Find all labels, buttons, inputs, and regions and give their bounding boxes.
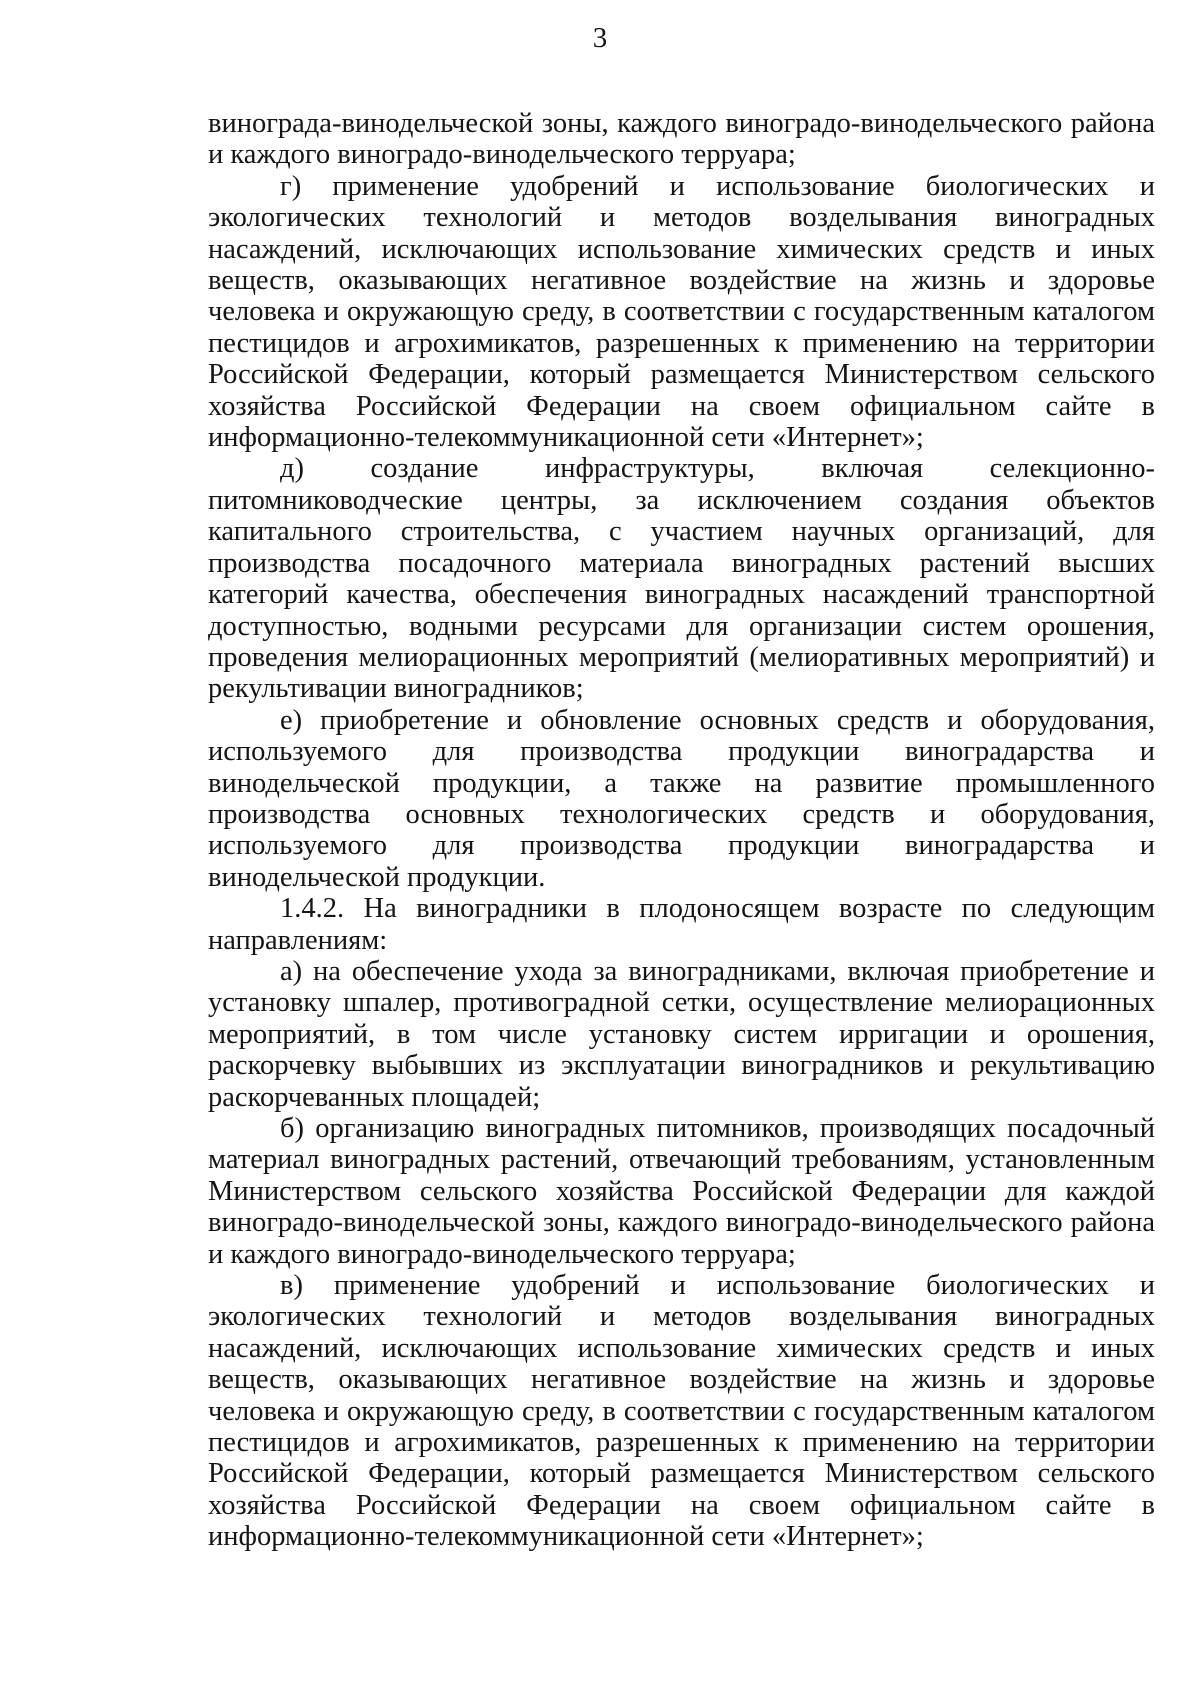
page-number: 3 [592, 22, 608, 54]
paragraph-continuation: винограда-винодельческой зоны, каждого виноградо-винодельческого района и каждого виноградо-винодельческого терруара; [208, 108, 1155, 171]
document-body [208, 108, 1155, 1553]
paragraph-item-d: д) создание инфраструктуры, включая селекционно-питомниководческие центры, за исключением создания объектов капитального строительства, с участием научных организаций, для производства посадочного материала виноградных растений высших категорий качества, обеспечения виноградных насаждений транспортной доступностью, водными ресурсами для организации систем орошения, проведения мелиорационных мероприятий (мелиоративных мероприятий) и рекультивации виноградников; [208, 453, 1155, 705]
paragraph-item-g: г) применение удобрений и использование биологических и экологических технологий и методов возделывания виноградных насаждений, исключающих использование химических средств и иных веществ, оказывающих негативное воздействие на жизнь и здоровье человека и окружающую среду, в соответствии с государственным каталогом пестицидов и агрохимикатов, разрешенных к применению на территории Российской Федерации, который размещается Министерством сельского хозяйства Российской Федерации на своем официальном сайте в информационно-телекоммуникационной сети «Интернет»; [208, 170, 1155, 454]
paragraph-item-a: а) на обеспечение ухода за виноградниками, включая приобретение и установку шпалер, противоградной сетки, осуществление мелиорационных мероприятий, в том числе установку систем ирригации и орошения, раскорчевку выбывших из эксплуатации виноградников и рекультивацию раскорчеванных площадей; [208, 955, 1155, 1113]
paragraph-item-v: в) применение удобрений и использование биологических и экологических технологий и методов возделывания виноградных насаждений, исключающих использование химических средств и иных веществ, оказывающих негативное воздействие на жизнь и здоровье человека и окружающую среду, в соответствии с государственным каталогом пестицидов и агрохимикатов, разрешенных к применению на территории Российской Федерации, который размещается Министерством сельского хозяйства Российской Федерации на своем официальном сайте в информационно-телекоммуникационной сети «Интернет»; [208, 1270, 1155, 1553]
paragraph-item-b: б) организацию виноградных питомников, производящих посадочный материал виноградных растений, отвечающий требованиям, установленным Министерством сельского хозяйства Российской Федерации для каждой виноградо-винодельческой зоны, каждого виноградо-винодельческого района и каждого виноградо-винодельческого терруара; [208, 1113, 1155, 1270]
paragraph-item-e: е) приобретение и обновление основных средств и оборудования, используемого для производства продукции виноградарства и винодельческой продукции, а также на развитие промышленного производства основных технологических средств и оборудования, используемого для производства продукции виноградарства и винодельческой продукции. [208, 704, 1155, 893]
paragraph-section-1-4-2: 1.4.2. На виноградники в плодоносящем возрасте по следующим направлениям: [208, 893, 1155, 956]
